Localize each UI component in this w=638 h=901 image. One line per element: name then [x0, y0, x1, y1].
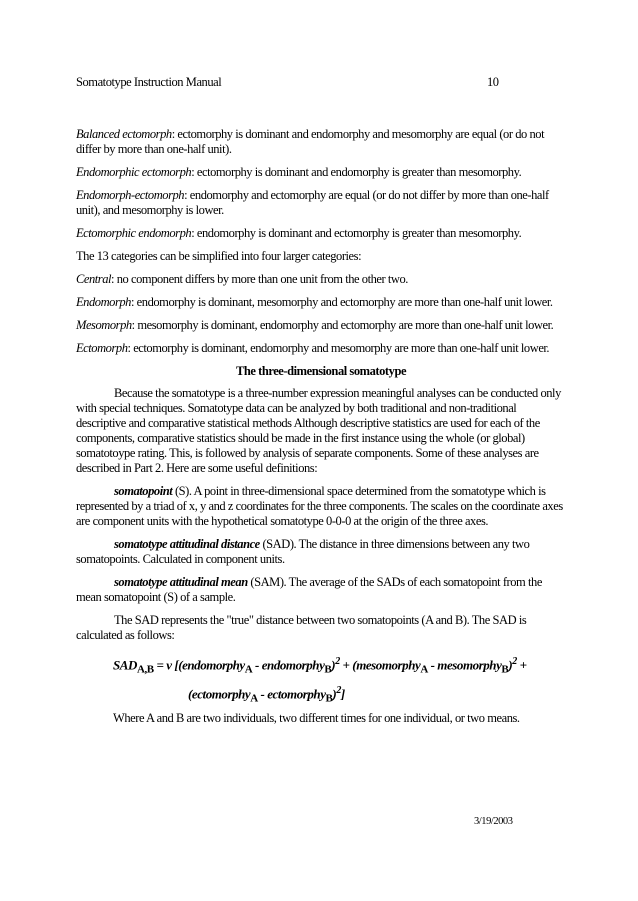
term: Endomorphic ectomorph	[76, 165, 192, 179]
definition-text: (S). A point in three-dimensional space determined from the somatotype which is represented by a triad of x, y and z coordinates for the three components. The scales on the coordinate axes are component units with the hypothetical somatotype 0-0-0 at the origin of the three axes.	[76, 484, 563, 528]
term: somatotype attitudinal mean	[114, 575, 248, 589]
definition-text: : endomorphy is dominant, mesomorphy and ectomorphy are more than one-half unit lower.	[130, 295, 553, 309]
definition-ectomorph	[76, 341, 566, 356]
running-header: Somatotype Instruction Manual	[76, 75, 222, 89]
formula-sup: 2	[512, 656, 517, 667]
formula-final: ]	[340, 686, 345, 702]
definition-text: : ectomorphy is dominant, endomorphy and mesomorphy are more than one-half unit lower.	[127, 341, 550, 355]
formula-sad: SAD	[113, 657, 137, 673]
formula-close: )	[332, 686, 337, 702]
term: Ectomorph	[76, 341, 128, 355]
formula-line-2	[113, 680, 566, 709]
formula-sub: A	[250, 692, 258, 705]
definition-text: : endomorphy and ectomorphy are equal (or do not differ by more than one-half unit), and mesomorphy is lower.	[76, 188, 549, 217]
definition-endomorphic-ectomorph	[76, 165, 566, 180]
simplify-text: The 13 categories can be simplified into four larger categories:	[76, 249, 362, 263]
definition-text: (SAD). The distance in three dimensions between any two somatopoints. Calculated in component units.	[76, 537, 530, 566]
term: Ectomorphic endomorph	[76, 226, 192, 240]
formula-meso: mesomorphy	[437, 657, 502, 673]
formula-sup: 2	[336, 685, 341, 697]
definition-central	[76, 272, 566, 287]
formula-ecto: ectomorphy	[267, 686, 326, 702]
formula-endo: endomorphy	[182, 657, 245, 673]
formula-close: )	[508, 657, 513, 673]
formula-sub: B	[324, 663, 332, 676]
formula-sub: B	[501, 663, 509, 676]
formula-minus: -	[427, 657, 438, 673]
definition-ectomorphic-endomorph	[76, 226, 566, 241]
formula-ecto: ectomorphy	[191, 686, 251, 702]
page-body	[76, 127, 566, 726]
definition-text: : ectomorphy is dominant and endomorphy is greater than mesomorphy.	[191, 165, 522, 179]
definition-endomorph	[76, 295, 566, 310]
term: somatotype attitudinal distance	[114, 537, 260, 551]
formula-sub: B	[325, 692, 333, 705]
section-heading: The three-dimensional somatotype	[235, 364, 407, 378]
definition-text: (SAM). The average of the SADs of each somatopoint from the mean somatopoint (S) of a sample.	[76, 575, 542, 604]
sad-formula	[113, 651, 566, 710]
term: Mesomorph	[76, 318, 132, 332]
intro-paragraph: Because the somatotype is a three-number expression meaningful analyses can be conducted only with special techniques. Somatotype data can be analyzed by both traditional and non-traditional descriptive and comparative statistical methods Although descriptive statistics are used for each of the components, comparative statistics should be made in the first instance using the whole (or global) somatotoype rating. This, is followed by analysis of separate components. Some of these analyses are described in Part 2. Here are some useful definitions:	[76, 386, 561, 475]
formula-meso: mesomorphy	[356, 657, 421, 673]
definition-sad	[76, 537, 566, 567]
formula-plus: + (	[339, 657, 357, 673]
formula-sup: 2	[335, 656, 340, 667]
page-number: 10	[487, 75, 499, 89]
term: somatopoint	[114, 484, 173, 498]
formula-eq: = v [(	[153, 657, 183, 673]
definition-text: : endomorphy is dominant and ectomorphy is greater than mesomorphy.	[191, 226, 522, 240]
term: Central	[76, 272, 112, 286]
formula-open: (	[188, 686, 192, 702]
definition-somatopoint	[76, 484, 566, 529]
sad-paragraph: The SAD represents the "true" distance between two somatopoints (A and B). The SAD is calculated as follows:	[76, 613, 527, 642]
footer-date: 3/19/2003	[474, 816, 513, 827]
formula-minus: -	[257, 686, 268, 702]
formula-sub: A,B	[136, 663, 154, 676]
term: Balanced ectomorph	[76, 127, 172, 141]
formula-explanation: Where A and B are two individuals, two different times for one individual, or two means.	[113, 710, 520, 725]
formula-sub: A	[420, 663, 428, 676]
definition-sam	[76, 575, 566, 605]
definition-text: : mesomorphy is dominant, endomorphy and ectomorphy are more than one-half unit lower.	[131, 318, 554, 332]
formula-endo: endomorphy	[261, 657, 325, 673]
term: Endomorph	[76, 295, 131, 309]
formula-sub: A	[244, 663, 253, 676]
definition-endomorph-ectomorph	[76, 188, 566, 218]
formula-line-1: $SAD_{A,B} = v$ [(endomorphy$_A$ - endomorphy$_B$)$^2$ + (mesomorphy$_A$ - mesomorphy$_B$)$^2$ +	[113, 656, 527, 676]
definition-text: : no component differs by more than one unit from the other two.	[111, 272, 408, 286]
term: Endomorph-ectomorph	[76, 188, 185, 202]
definition-balanced-ectomorph	[76, 127, 566, 157]
definition-mesomorph	[76, 318, 566, 333]
formula-minus: -	[252, 657, 262, 673]
definition-text: : ectomorphy is dominant and endomorphy and mesomorphy are equal (or do not differ by more than one-half unit).	[76, 127, 545, 156]
formula-close: )	[331, 657, 336, 673]
